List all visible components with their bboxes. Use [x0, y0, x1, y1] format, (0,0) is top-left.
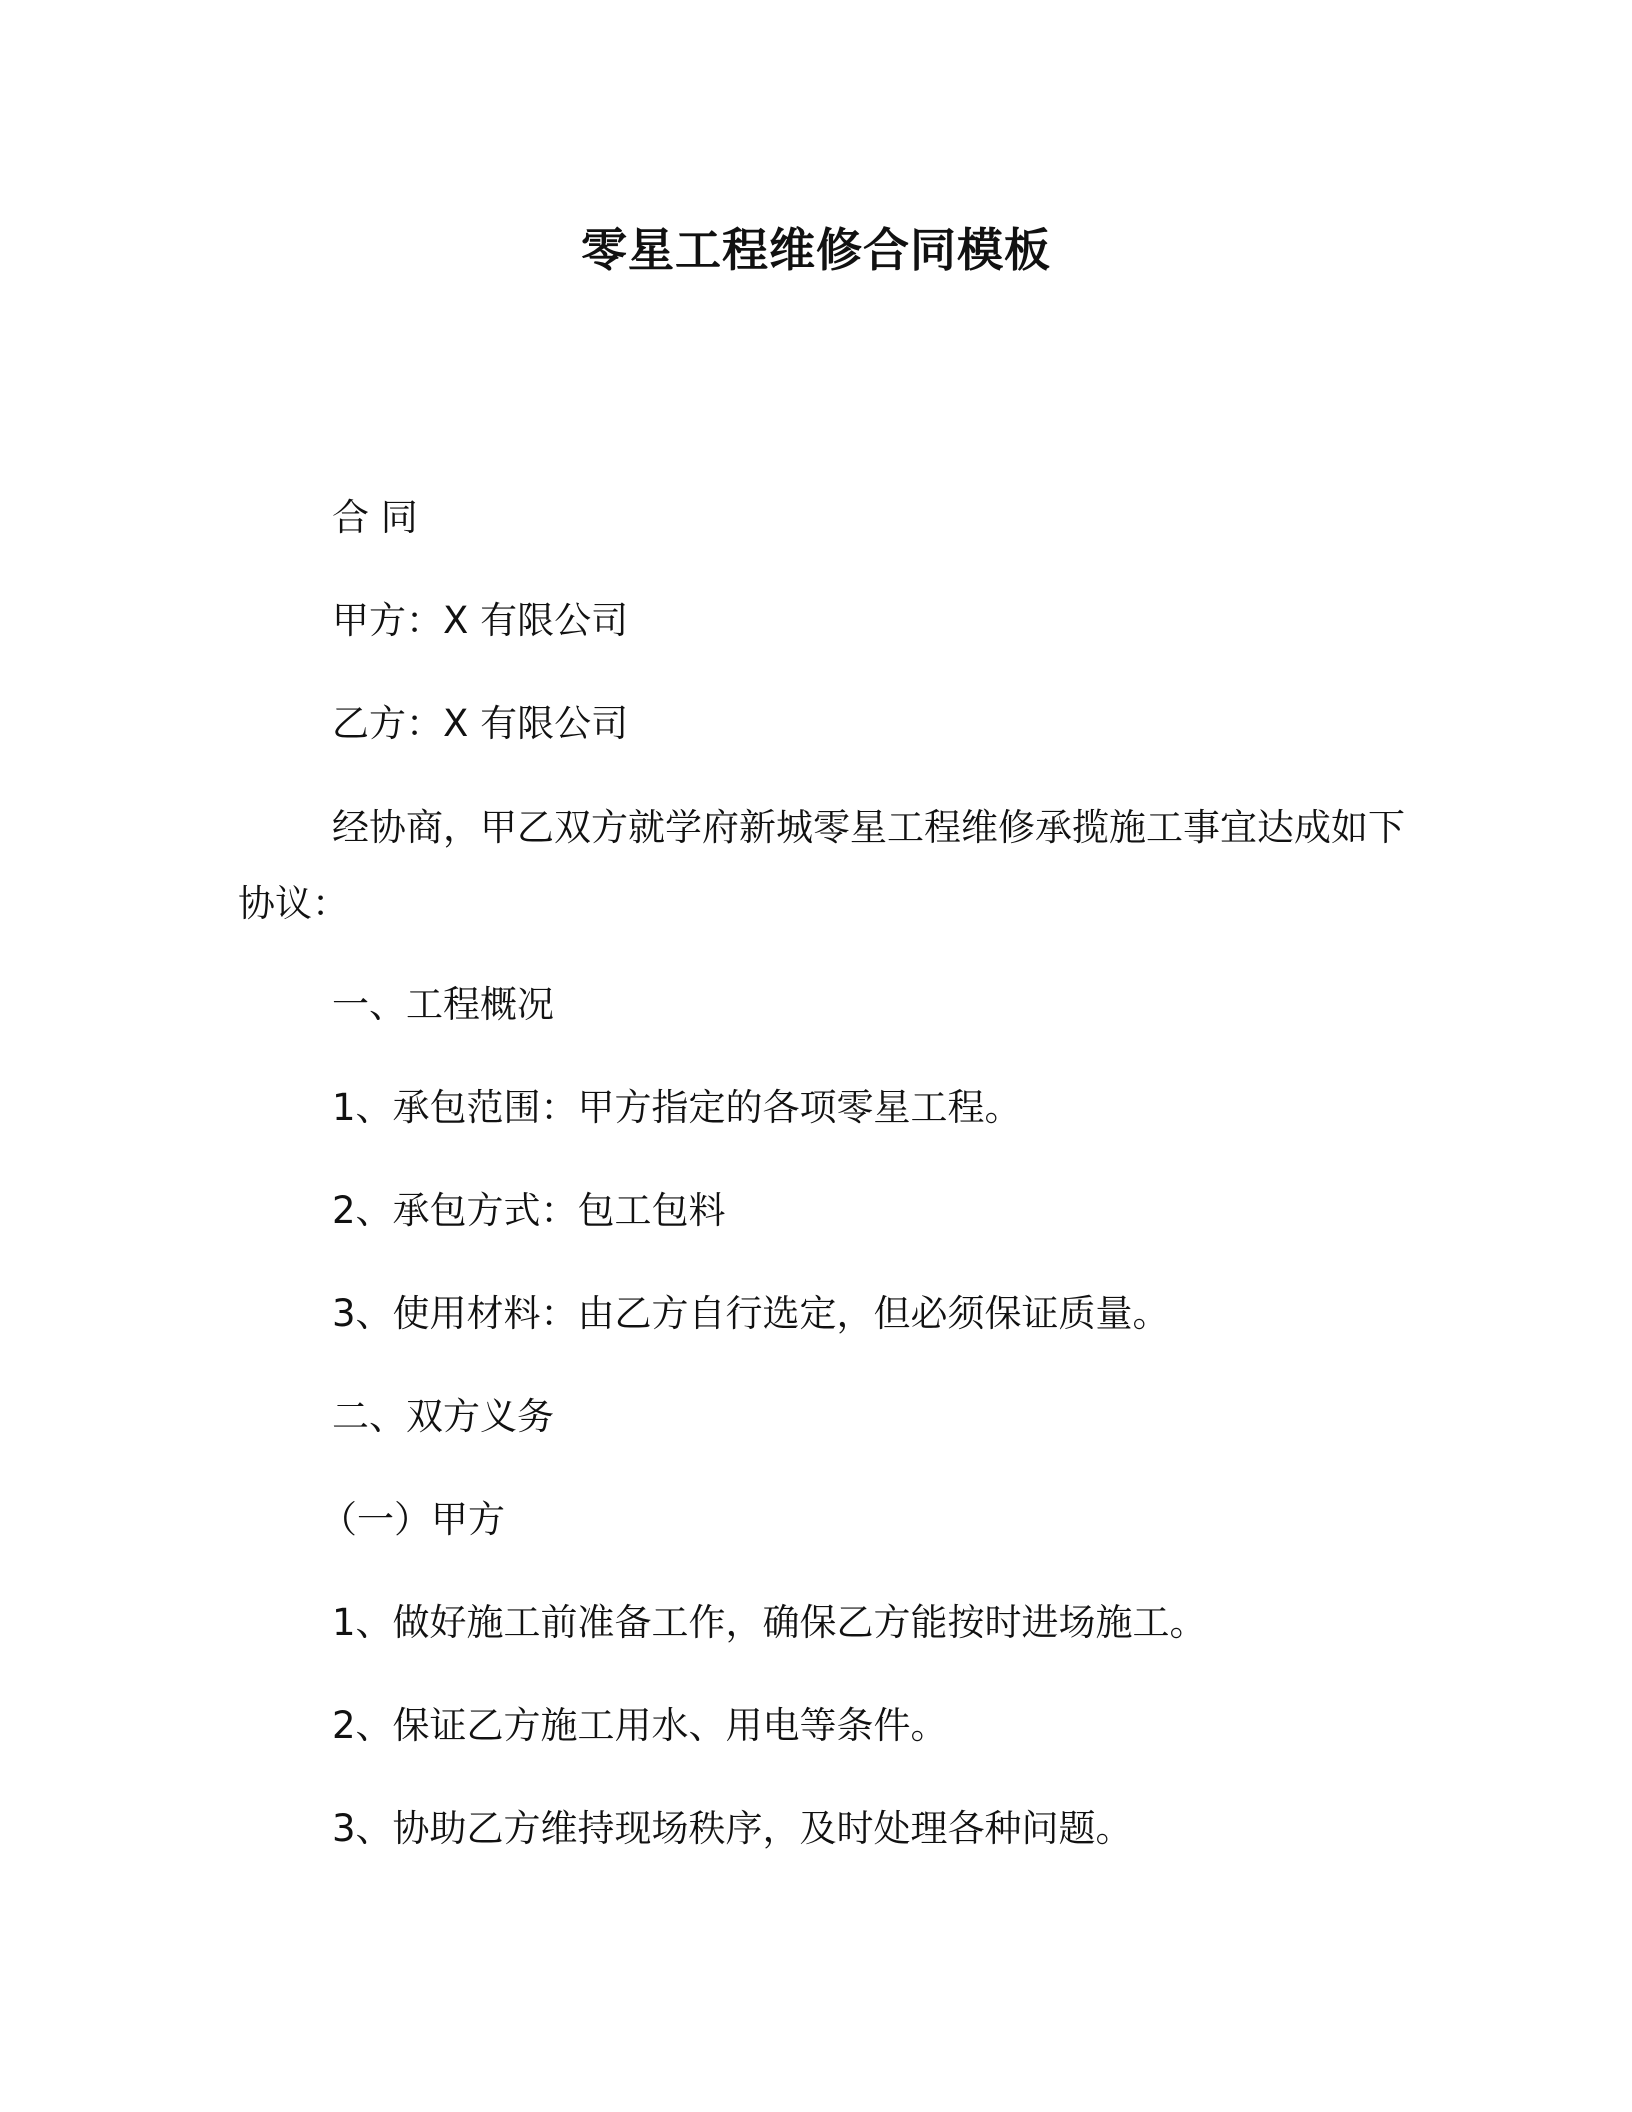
section-1-item: 2、承包方式：包工包料: [332, 1189, 726, 1232]
party-b-line: 乙方：X 有限公司: [332, 702, 629, 745]
contract-heading: 合 同: [332, 496, 418, 539]
subsection-a-item: 2、保证乙方施工用水、用电等条件。: [332, 1704, 948, 1747]
section-1-title: 一、工程概况: [332, 983, 554, 1026]
subsection-a-item: 1、做好施工前准备工作，确保乙方能按时进场施工。: [332, 1601, 1207, 1644]
section-2-title: 二、双方义务: [332, 1395, 554, 1438]
intro-paragraph: 经协商，甲乙双方就学府新城零星工程维修承揽施工事宜达成如下协议：: [238, 806, 1405, 925]
subsection-a-item: 3、协助乙方维持现场秩序，及时处理各种问题。: [332, 1807, 1133, 1850]
party-a-line: 甲方：X 有限公司: [332, 599, 629, 642]
section-1-item: 3、使用材料：由乙方自行选定，但必须保证质量。: [332, 1292, 1170, 1335]
section-1-item: 1、承包范围：甲方指定的各项零星工程。: [332, 1086, 1022, 1129]
document-title: 零星工程维修合同模板: [581, 223, 1051, 277]
subsection-a-title: （一）甲方: [320, 1498, 505, 1541]
